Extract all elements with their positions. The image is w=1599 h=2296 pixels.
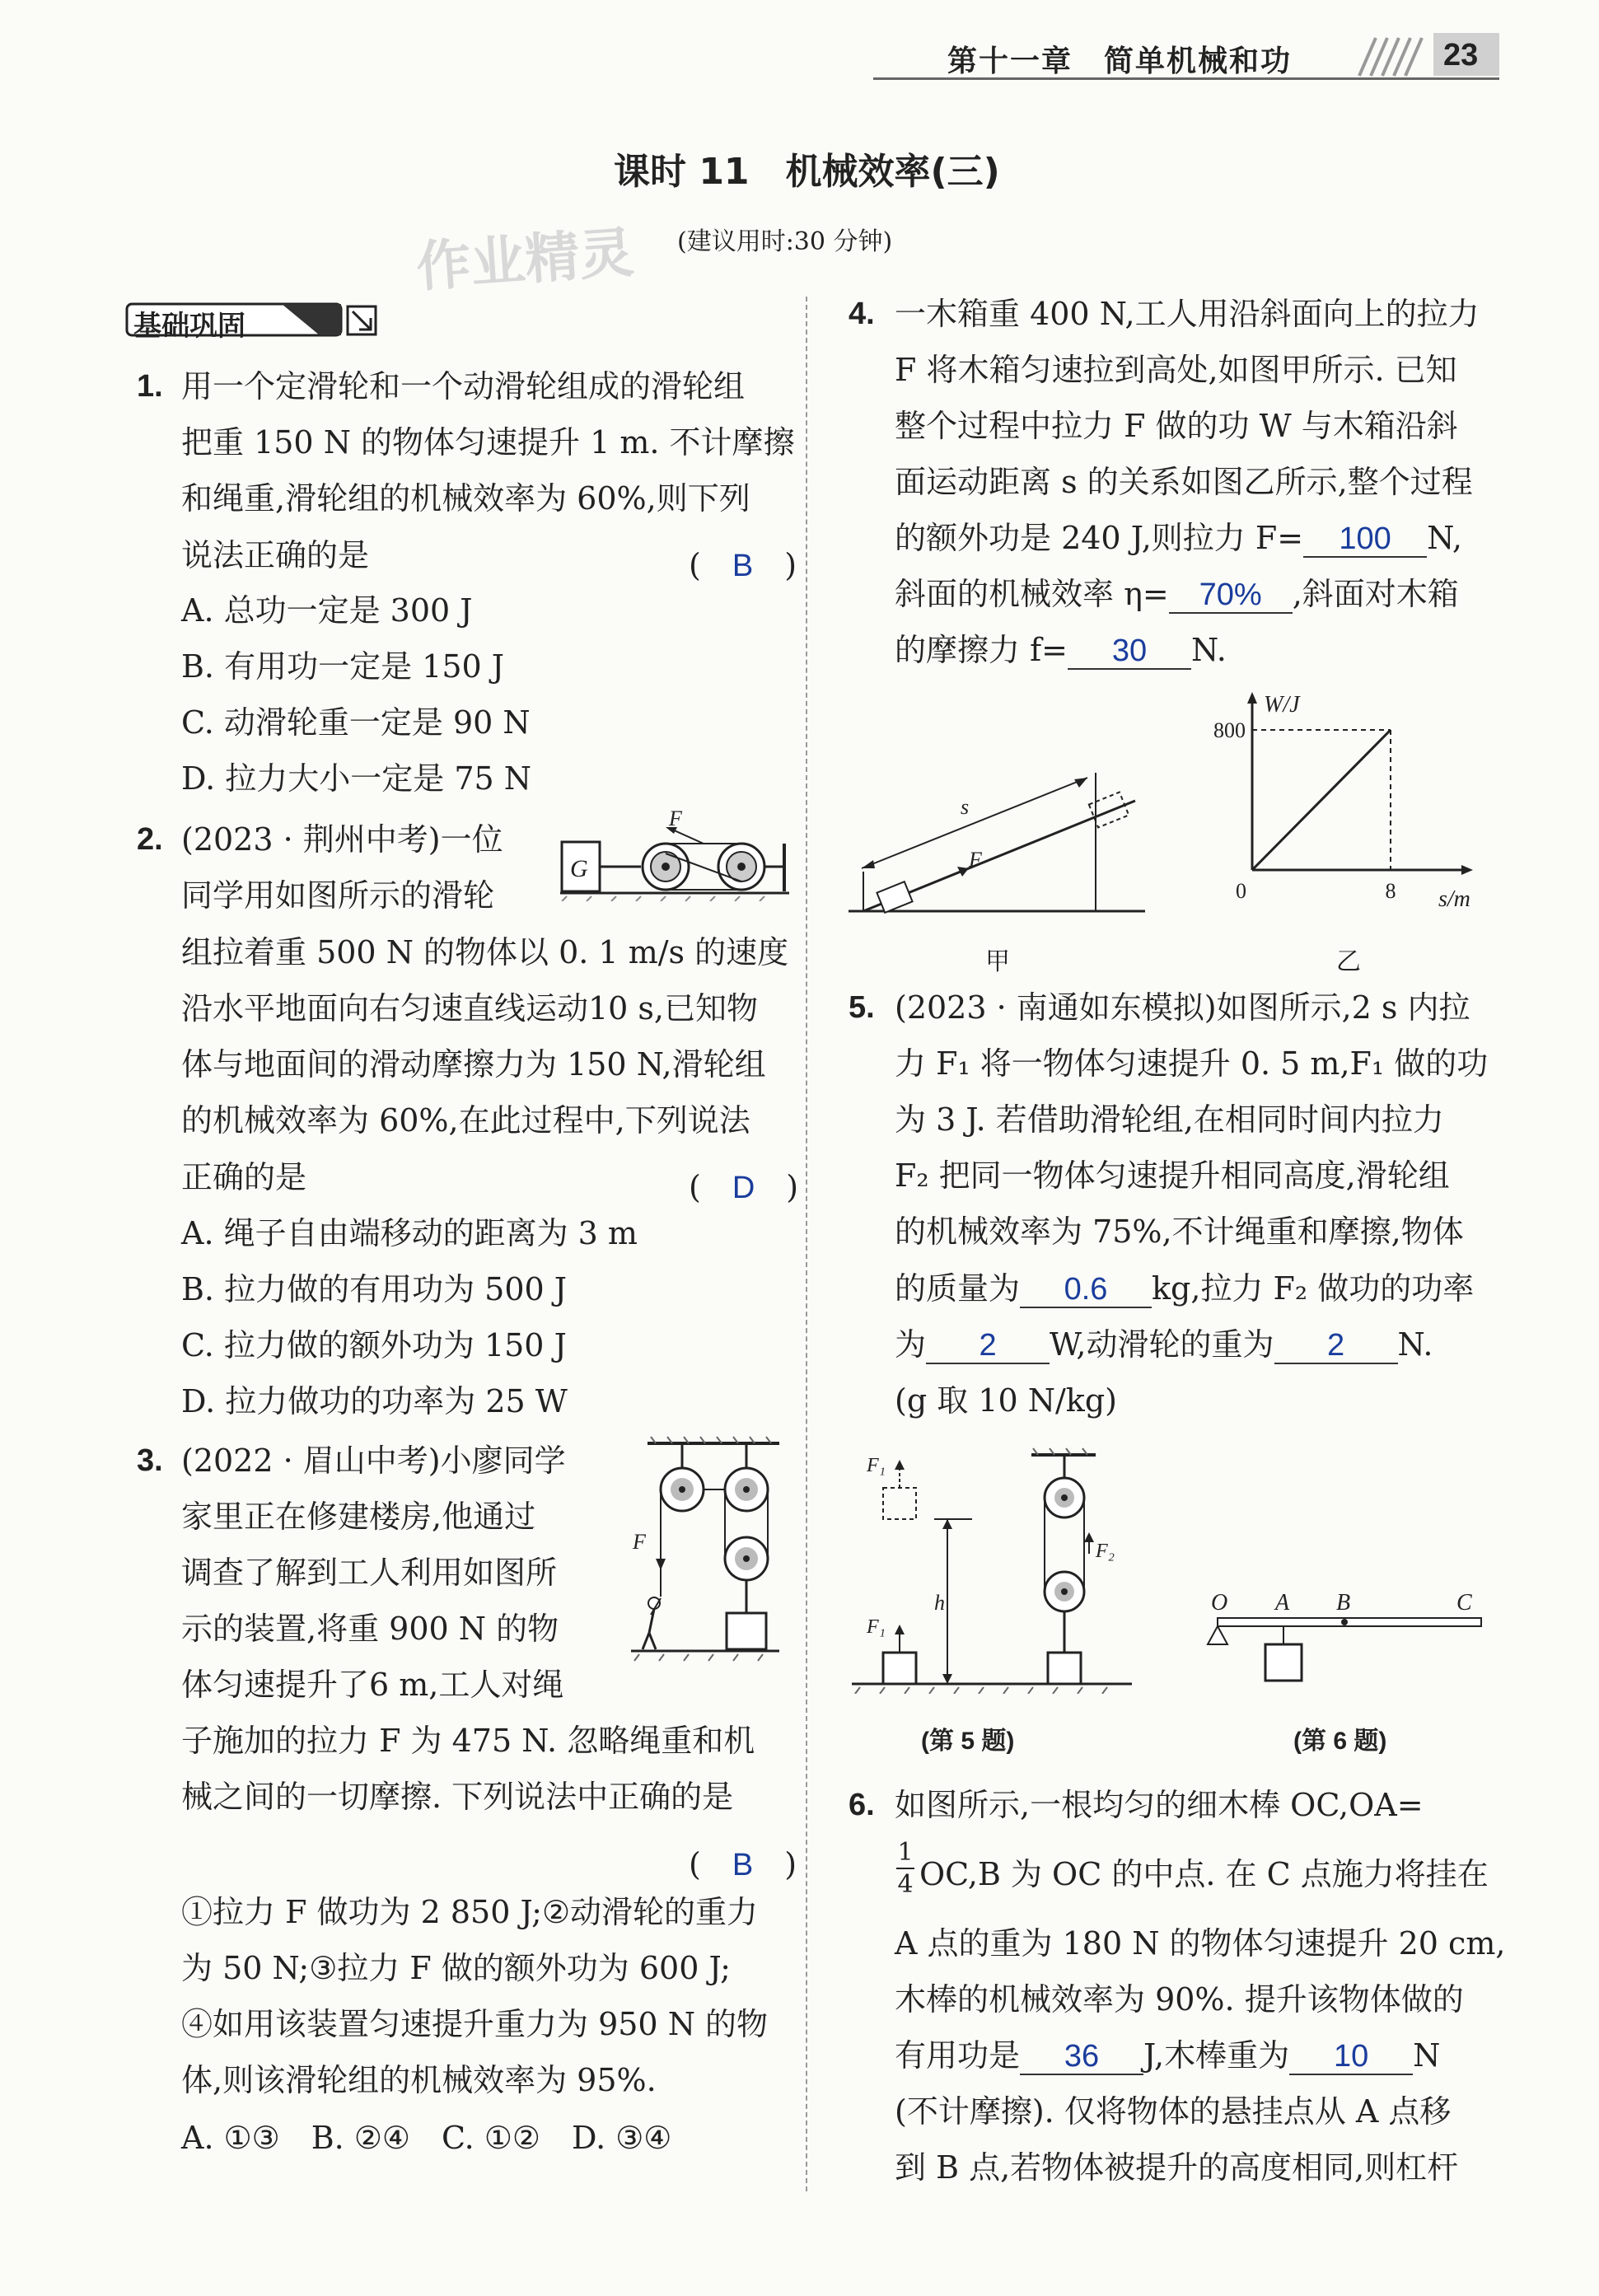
q5-answer-weight: 2	[1326, 1328, 1345, 1363]
q4-unit-F: N,	[1427, 520, 1462, 556]
q4-line: 整个过程中拉力 F 做的功 W 与木箱沿斜	[895, 408, 1458, 444]
q2-fig-G: G	[570, 855, 588, 882]
q1-line: 用一个定滑轮和一个动滑轮组成的滑轮组	[181, 368, 746, 404]
page-number: 23	[1443, 38, 1479, 72]
q5-fig-F2: F₂	[1096, 1541, 1115, 1562]
q2-line: 体与地面间的滑动摩擦力为 150 N,滑轮组	[181, 1046, 766, 1083]
q5-figure	[849, 1447, 1137, 1694]
q4-incline-figure	[840, 756, 1153, 929]
q5-fig-F1-upper: F₁	[867, 1455, 886, 1476]
q1-answer: B	[732, 549, 754, 583]
lesson-title: 课时 11 机械效率(三)	[614, 151, 1000, 193]
q4-ws-chart	[1195, 682, 1499, 921]
q4-answer-f: 30	[1111, 634, 1148, 668]
q2-source: (2023 · 荆州中考)一位	[181, 821, 503, 858]
q5-answer-power: 2	[979, 1328, 997, 1363]
q5-weight-unit: N.	[1397, 1326, 1433, 1363]
q4-line-F	[895, 522, 1462, 558]
section-badge	[125, 302, 381, 343]
q3-pulley-figure	[615, 1435, 788, 1666]
q5-blank-mass	[1020, 1273, 1152, 1308]
q4-fig-s: s	[961, 795, 970, 819]
q1-option-b: B. 有用功一定是 150 J	[181, 648, 505, 685]
q5-line: (g 取 10 N/kg)	[895, 1382, 1117, 1419]
q2-answer-slot: ( D )	[689, 1169, 799, 1205]
q3-statement: ④如用该装置匀速提升重力为 950 N 的物	[181, 2006, 769, 2042]
q6-line: A 点的重为 180 N 的物体匀速提升 20 cm,	[895, 1925, 1506, 1962]
q2-fig-F: F	[669, 811, 682, 830]
q5-blank-power	[926, 1329, 1050, 1364]
q6-blank-useful	[1020, 2040, 1143, 2075]
q4-answer-eta: 70%	[1199, 578, 1262, 612]
q2-number: 2.	[137, 822, 163, 857]
q3-line: 体匀速提升了6 m,工人对绳	[181, 1667, 564, 1703]
q4-unit-f: N.	[1190, 632, 1227, 668]
q2-line: 同学用如图所示的滑轮	[181, 877, 495, 914]
q6-frac-den: 4	[897, 1870, 914, 1899]
q2-option-d: D. 拉力做功的功率为 25 W	[181, 1383, 568, 1419]
q6-line: OC,B 为 OC 的中点. 在 C 点施力将挂在	[919, 1856, 1489, 1892]
q5-line: 力 F₁ 将一物体匀速提升 0. 5 m,F₁ 做的功	[895, 1045, 1489, 1082]
chapter-title: 第十一章 简单机械和功	[947, 44, 1293, 78]
q4-after-eta: ,斜面对木箱	[1292, 576, 1459, 612]
chart-x-label: s/m	[1438, 886, 1470, 912]
q5-source: (2023 · 南通如东模拟)如图所示,2 s 内拉	[895, 989, 1470, 1026]
q6-fraction	[896, 1839, 914, 1898]
q4-line: 一木箱重 400 N,工人用沿斜面向上的拉力	[895, 296, 1480, 332]
q2-line: 沿水平地面向右匀速直线运动10 s,已知物	[181, 990, 759, 1026]
q5-power-label: 为	[895, 1326, 927, 1363]
q5-fig-F1-lower: F₁	[867, 1616, 886, 1638]
column-divider	[806, 297, 807, 2191]
q3-answer: B	[732, 1848, 754, 1882]
q2-line: 正确的是	[181, 1159, 307, 1195]
header-stripes-icon	[1343, 35, 1433, 77]
q4-line-f	[895, 634, 1227, 670]
q1-option-d: D. 拉力大小一定是 75 N	[181, 760, 532, 797]
q6-caption: (第 6 题)	[1293, 1728, 1387, 1755]
q4-number: 4.	[849, 297, 875, 331]
chart-x-tick-8: 8	[1385, 879, 1396, 903]
page-header	[873, 31, 1499, 82]
suggested-time: (建议用时:30 分钟)	[677, 227, 893, 256]
q5-mass-label: 的质量为	[895, 1270, 1021, 1307]
q1-answer-slot: ( B )	[689, 547, 797, 583]
q5-fig-h: h	[934, 1591, 945, 1615]
q6-line: 如图所示,一根均匀的细木棒 OC,OA=	[895, 1787, 1424, 1823]
q1-line: 和绳重,滑轮组的机械效率为 60%,则下列	[181, 480, 750, 517]
q5-blank-weight	[1274, 1329, 1398, 1364]
q4-caption-jia: 甲	[985, 948, 1010, 975]
q5-line-power	[895, 1326, 1433, 1364]
q2-option-c: C. 拉力做的额外功为 150 J	[181, 1327, 567, 1363]
q1-line: 把重 150 N 的物体匀速提升 1 m. 不计摩擦	[181, 424, 795, 461]
q3-answer-slot: ( B )	[689, 1846, 797, 1882]
q2-option-a: A. 绳子自由端移动的距离为 3 m	[181, 1215, 638, 1251]
q6-answer-weight: 10	[1333, 2039, 1369, 2074]
q5-mass-after: kg,拉力 F₂ 做功的功率	[1152, 1270, 1475, 1307]
chart-y-arrow	[1247, 692, 1257, 704]
chart-x-arrow	[1461, 865, 1473, 875]
q6-fig-C: C	[1456, 1590, 1472, 1616]
q6-frac-bar	[896, 1868, 914, 1869]
q5-power-after: W,动滑轮的重为	[1050, 1326, 1274, 1363]
q3-statement: ①拉力 F 做功为 2 850 J;②动滑轮的重力	[181, 1894, 759, 1930]
q5-line: F₂ 把同一物体匀速提升相同高度,滑轮组	[895, 1157, 1450, 1194]
q4-blank-f	[1068, 634, 1191, 670]
q3-line: 示的装置,将重 900 N 的物	[181, 1611, 559, 1647]
q5-answer-mass: 0.6	[1064, 1272, 1108, 1307]
section-label: 基础巩固	[133, 310, 245, 343]
q3-statement: 为 50 N;③拉力 F 做的额外功为 600 J;	[181, 1950, 731, 1986]
q1-option-c: C. 动滑轮重一定是 90 N	[181, 704, 531, 741]
q6-number: 6.	[849, 1788, 875, 1822]
q6-fig-B: B	[1336, 1590, 1351, 1616]
q6-fig-O: O	[1211, 1590, 1228, 1616]
q3-statement: 体,则该滑轮组的机械效率为 95%.	[181, 2062, 657, 2098]
chart-y-tick-800: 800	[1213, 718, 1246, 742]
q2-line: 的机械效率为 60%,在此过程中,下列说法	[181, 1102, 750, 1139]
q6-line-useful	[895, 2037, 1441, 2075]
chart-y-label: W/J	[1264, 692, 1300, 718]
q6-fig-A: A	[1275, 1590, 1290, 1616]
q5-line: 的机械效率为 75%,不计绳重和摩擦,物体	[895, 1213, 1464, 1250]
q3-fig-F: F	[633, 1530, 646, 1554]
q4-line-eta	[895, 578, 1459, 614]
q6-weight-unit: N	[1413, 2037, 1441, 2074]
q3-options: A. ①③ B. ②④ C. ①② D. ③④	[181, 2120, 672, 2156]
q4-f-label: 的摩擦力 f=	[895, 632, 1068, 668]
q5-caption: (第 5 题)	[921, 1728, 1015, 1755]
q3-line: 械之间的一切摩擦. 下列说法中正确的是	[181, 1779, 734, 1815]
q4-fig-F: F	[969, 848, 982, 872]
q3-line: 子施加的拉力 F 为 475 N. 忽略绳重和机	[181, 1723, 755, 1759]
q2-option-b: B. 拉力做的有用功为 500 J	[181, 1271, 568, 1307]
q1-line: 说法正确的是	[181, 537, 370, 573]
q4-answer-F: 100	[1339, 521, 1391, 556]
watermark: 作业精灵	[414, 220, 636, 300]
q4-eta-label: 斜面的机械效率 η=	[895, 576, 1169, 612]
q4-line: 的额外功是 240 J,则拉力 F=	[895, 520, 1304, 556]
q6-line: 木棒的机械效率为 90%. 提升该物体做的	[895, 1981, 1464, 2018]
q4-blank-eta	[1169, 578, 1293, 614]
q3-number: 3.	[137, 1443, 163, 1478]
q6-line: (不计摩擦). 仅将物体的悬挂点从 A 点移	[895, 2093, 1452, 2130]
q6-useful-label: 有用功是	[895, 2037, 1021, 2074]
q4-caption-yi: 乙	[1336, 948, 1361, 975]
q1-option-a: A. 总功一定是 300 J	[181, 592, 473, 629]
q3-source: (2022 · 眉山中考)小廖同学	[181, 1443, 566, 1479]
q6-frac-num: 1	[897, 1838, 914, 1867]
q1-number: 1.	[137, 369, 163, 404]
q2-line: 组拉着重 500 N 的物体以 0. 1 m/s 的速度	[181, 934, 789, 970]
q5-line: 为 3 J. 若借助滑轮组,在相同时间内拉力	[895, 1101, 1444, 1138]
q3-line: 家里正在修建楼房,他通过	[181, 1499, 536, 1535]
q5-number: 5.	[849, 990, 875, 1025]
chart-origin: 0	[1236, 879, 1246, 903]
q6-useful-after: J,木棒重为	[1143, 2037, 1290, 2074]
q4-line: 面运动距离 s 的关系如图乙所示,整个过程	[895, 464, 1473, 500]
q3-line: 调查了解到工人利用如图所	[181, 1555, 558, 1591]
q4-blank-F	[1303, 522, 1427, 558]
q6-lever-figure	[1199, 1582, 1488, 1697]
q2-pulley-figure	[559, 811, 791, 901]
q5-line-mass	[895, 1270, 1475, 1308]
q6-blank-weight	[1289, 2040, 1413, 2075]
chart-series-line	[1252, 730, 1391, 870]
q4-line: F 将木箱匀速拉到高处,如图甲所示. 已知	[895, 352, 1457, 388]
q6-answer-useful: 36	[1064, 2039, 1100, 2074]
q2-answer: D	[732, 1171, 755, 1205]
q6-line: 到 B 点,若物体被提升的高度相同,则杠杆	[895, 2149, 1459, 2186]
